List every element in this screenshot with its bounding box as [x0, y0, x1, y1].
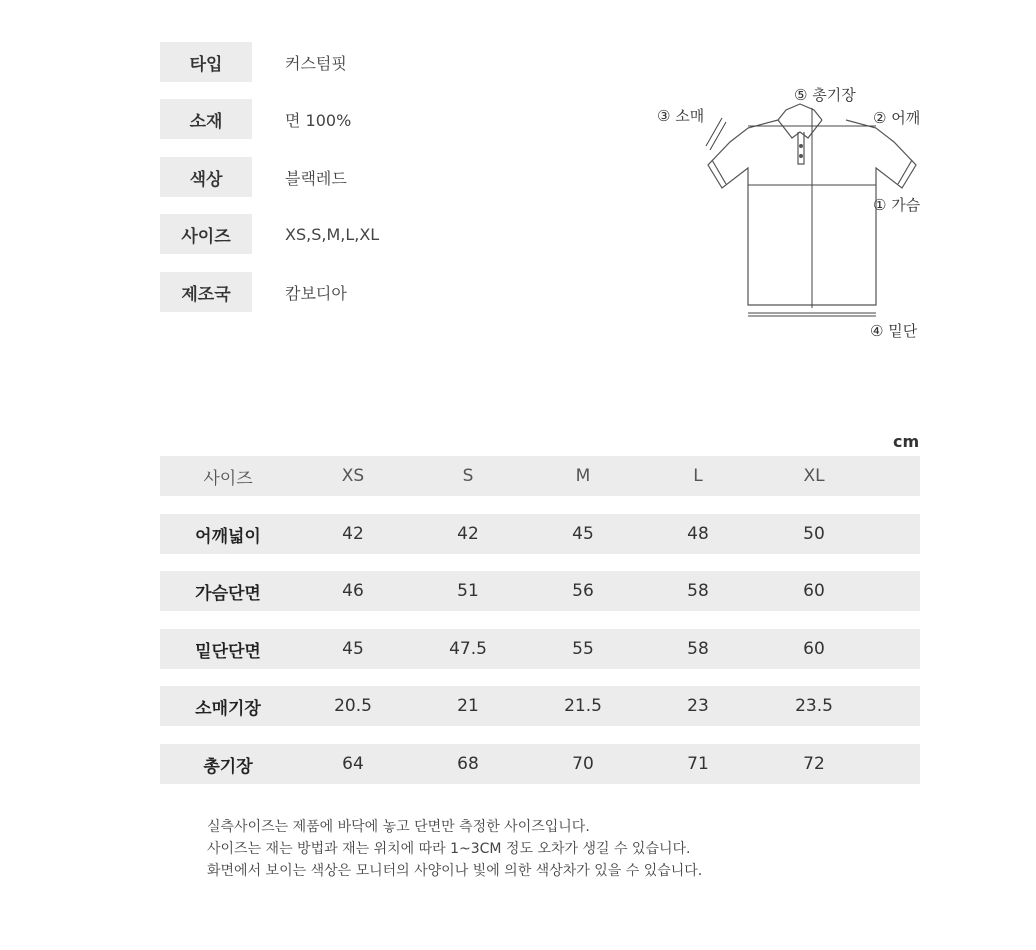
header-cell: 사이즈 [203, 468, 253, 489]
table-cell: 23 [687, 696, 709, 716]
spec-label: 소재 [160, 99, 252, 139]
spec-row-type [160, 42, 560, 82]
table-cell: 56 [572, 581, 594, 601]
row-label: 어깨넓이 [195, 526, 261, 547]
table-cell: 42 [342, 524, 364, 544]
table-cell: 51 [457, 581, 479, 601]
label-sleeve: ③ 소매 [657, 107, 705, 125]
spec-label: 제조국 [160, 272, 252, 312]
table-row [160, 744, 920, 784]
table-cell: 71 [687, 754, 709, 774]
table-cell: 45 [572, 524, 594, 544]
spec-label: 사이즈 [160, 214, 252, 254]
spec-value: 커스텀핏 [285, 53, 347, 73]
table-cell: 60 [803, 581, 825, 601]
table-cell: 58 [687, 581, 709, 601]
table-row [160, 629, 920, 669]
header-cell: XS [341, 466, 365, 486]
table-row [160, 686, 920, 726]
spec-value: 블랙레드 [285, 168, 347, 188]
table-cell: 23.5 [795, 696, 833, 716]
measurement-diagram [640, 80, 940, 350]
header-cell: S [462, 466, 474, 486]
note-line: 화면에서 보이는 색상은 모니터의 사양이나 빛에 의한 색상차가 있을 수 있습니다. [207, 863, 703, 879]
row-label: 가슴단면 [195, 583, 261, 604]
spec-row-size [160, 214, 560, 254]
note-line: 사이즈는 재는 방법과 재는 위치에 따라 1~3CM 정도 오차가 생길 수 있습니다. [207, 841, 691, 857]
note-line: 실측사이즈는 제품에 바닥에 놓고 단면만 측정한 사이즈입니다. [207, 819, 590, 835]
table-cell: 72 [803, 754, 825, 774]
table-cell: 70 [572, 754, 594, 774]
table-cell: 60 [803, 639, 825, 659]
row-label: 총기장 [203, 756, 253, 777]
table-cell: 68 [457, 754, 479, 774]
header-cell: L [693, 466, 703, 486]
table-row [160, 571, 920, 611]
header-cell: M [575, 466, 591, 486]
label-chest: ① 가슴 [873, 196, 921, 214]
label-hem: ④ 밑단 [870, 322, 918, 340]
table-cell: 55 [572, 639, 594, 659]
spec-value: XS,S,M,L,XL [285, 224, 380, 244]
row-label: 밑단단면 [195, 641, 261, 662]
table-header-row [160, 456, 920, 496]
table-cell: 45 [342, 639, 364, 659]
table-cell: 47.5 [449, 639, 487, 659]
table-row [160, 514, 920, 554]
spec-label: 색상 [160, 157, 252, 197]
spec-value: 면 100% [285, 110, 352, 130]
label-shoulder: ② 어깨 [873, 109, 921, 127]
table-cell: 48 [687, 524, 709, 544]
table-cell: 64 [342, 754, 364, 774]
table-cell: 21.5 [564, 696, 602, 716]
measurement-lines [706, 108, 876, 316]
table-cell: 42 [457, 524, 479, 544]
spec-value: 캄보디아 [285, 283, 347, 303]
header-cell: XL [803, 466, 825, 486]
spec-row-origin [160, 272, 560, 312]
table-cell: 21 [457, 696, 479, 716]
measurement-notes [207, 816, 907, 882]
row-label: 소매기장 [195, 698, 261, 719]
spec-label: 타입 [160, 42, 252, 82]
table-cell: 20.5 [334, 696, 372, 716]
table-cell: 58 [687, 639, 709, 659]
spec-row-material [160, 99, 560, 139]
spec-row-color [160, 157, 560, 197]
unit-label: cm [893, 432, 920, 451]
label-length: ⑤ 총기장 [794, 86, 856, 104]
table-cell: 46 [342, 581, 364, 601]
table-cell: 50 [803, 524, 825, 544]
